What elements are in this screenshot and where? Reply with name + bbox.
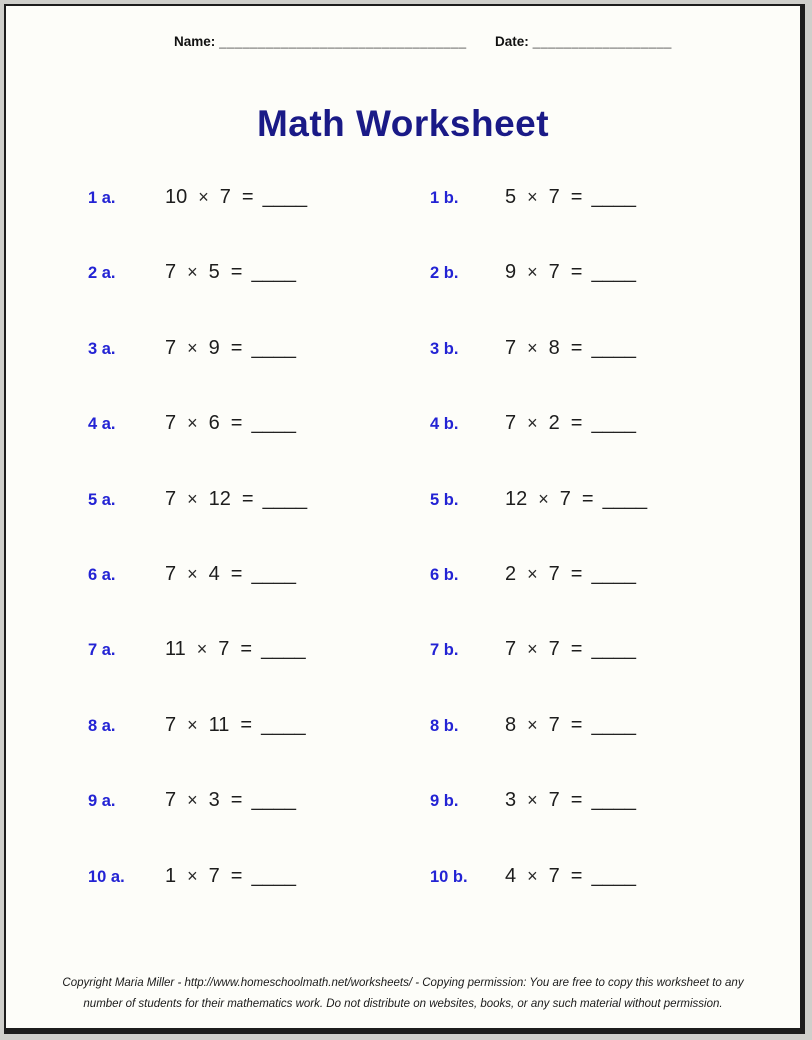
factor-2: 2: [548, 412, 560, 435]
factor-1: 5: [505, 186, 517, 208]
problem-label: 2 b.: [430, 264, 459, 283]
answer-blank: ____: [591, 186, 636, 208]
problem-row: [6, 638, 800, 713]
equals-sign: =: [570, 412, 583, 435]
problem-a: [88, 261, 296, 284]
equals-sign: =: [570, 713, 583, 736]
problem-expression: [505, 261, 636, 283]
times-sign: ×: [527, 790, 538, 811]
problem-a: [88, 412, 296, 435]
factor-2: 3: [208, 789, 220, 812]
problem-a: [88, 337, 296, 360]
answer-blank: ____: [251, 789, 296, 812]
problem-row: [6, 337, 800, 412]
factor-1: 7: [505, 412, 517, 435]
problem-expression: [165, 563, 296, 585]
times-sign: ×: [187, 714, 198, 735]
problem-row: [6, 789, 800, 864]
times-sign: ×: [187, 413, 198, 434]
problem-b: [430, 337, 636, 360]
factor-1: 7: [165, 336, 177, 359]
factor-1: 7: [505, 336, 517, 359]
answer-blank: ____: [591, 789, 636, 812]
problem-label: 9 a.: [88, 792, 116, 811]
answer-blank: ____: [261, 713, 306, 736]
equals-sign: =: [570, 789, 583, 812]
answer-blank: ____: [591, 638, 636, 661]
problem-label: 4 a.: [88, 415, 116, 434]
times-sign: ×: [187, 790, 198, 811]
problem-expression: [165, 337, 296, 359]
times-sign: ×: [187, 262, 198, 283]
problem-row: [6, 488, 800, 563]
answer-blank: ____: [602, 487, 648, 510]
answer-blank: ____: [262, 487, 308, 510]
equals-sign: =: [240, 638, 253, 661]
problem-expression: [165, 412, 296, 434]
times-sign: ×: [527, 262, 538, 283]
problem-expression: [505, 638, 636, 660]
factor-2: 4: [208, 562, 220, 585]
equals-sign: =: [241, 186, 254, 208]
problem-expression: [505, 714, 636, 736]
factor-2: 7: [548, 638, 560, 661]
factor-1: 7: [165, 412, 177, 435]
times-sign: ×: [527, 639, 538, 660]
factor-1: 9: [505, 261, 517, 284]
equals-sign: =: [570, 336, 583, 359]
problem-expression: [165, 789, 296, 811]
problem-row: [6, 412, 800, 487]
times-sign: ×: [187, 563, 198, 584]
problem-expression: [505, 563, 636, 585]
factor-1: 3: [505, 789, 517, 812]
problem-label: 7 a.: [88, 641, 116, 660]
equals-sign: =: [230, 261, 243, 284]
answer-blank: ____: [262, 186, 308, 208]
problem-row: [6, 261, 800, 336]
answer-blank: ____: [591, 864, 636, 887]
times-sign: ×: [187, 488, 198, 509]
problem-label: 4 b.: [430, 415, 459, 434]
factor-2: 7: [548, 562, 560, 585]
equals-sign: =: [230, 864, 243, 887]
answer-blank: ____: [591, 412, 636, 435]
problem-label: 1 b.: [430, 189, 459, 207]
factor-2: 12: [208, 487, 231, 510]
factor-1: 11: [165, 638, 186, 661]
equals-sign: =: [241, 487, 254, 510]
problem-label: 5 b.: [430, 490, 459, 509]
factor-1: 7: [165, 562, 177, 585]
factor-1: 7: [505, 638, 517, 661]
problem-a: [88, 789, 296, 812]
problem-label: 9 b.: [430, 792, 459, 811]
problem-label: 1 a.: [88, 189, 116, 207]
times-sign: ×: [527, 187, 538, 207]
problem-b: [430, 865, 636, 888]
date-blank-line: __________________: [532, 34, 672, 49]
factor-2: 7: [219, 186, 231, 208]
page-title: Math Worksheet: [256, 103, 550, 144]
problem-label: 5 a.: [88, 490, 116, 509]
problem-label: 3 b.: [430, 339, 459, 358]
factor-2: 7: [548, 186, 560, 208]
equals-sign: =: [570, 261, 583, 284]
factor-2: 7: [548, 713, 560, 736]
problem-b: [430, 488, 647, 511]
equals-sign: =: [570, 864, 583, 887]
problem-expression: [505, 789, 636, 811]
factor-1: 8: [505, 713, 517, 736]
name-label: Name:: [174, 34, 216, 49]
factor-2: 7: [218, 638, 230, 661]
problem-a: [88, 638, 306, 661]
name-blank-line: ________________________________: [219, 34, 467, 49]
times-sign: ×: [196, 639, 208, 660]
times-sign: ×: [527, 413, 538, 434]
equals-sign: =: [240, 713, 253, 736]
problem-label: 10 a.: [88, 867, 125, 886]
copyright-footer: [6, 973, 800, 1015]
problem-expression: [165, 261, 296, 283]
answer-blank: ____: [251, 261, 296, 284]
problem-expression: [505, 337, 636, 359]
factor-2: 11: [208, 713, 230, 736]
factor-1: 12: [505, 487, 528, 510]
problem-expression: [165, 488, 307, 510]
name-field-group: [174, 33, 467, 51]
problem-label: 6 a.: [88, 565, 116, 584]
factor-1: 10: [165, 186, 188, 208]
answer-blank: ____: [591, 713, 636, 736]
factor-2: 7: [548, 789, 560, 812]
times-sign: ×: [187, 337, 198, 358]
problem-expression: [505, 186, 636, 208]
times-sign: ×: [198, 187, 209, 207]
problem-b: [430, 789, 636, 812]
equals-sign: =: [230, 562, 243, 585]
factor-2: 7: [548, 864, 560, 887]
problem-label: 8 b.: [430, 716, 459, 735]
problem-expression: [165, 186, 307, 208]
answer-blank: ____: [251, 562, 296, 585]
copyright-line-2: number of students for their mathematics work. Do not distribute on websites, books, or any such material without permission.: [83, 998, 723, 1010]
times-sign: ×: [527, 563, 538, 584]
problem-a: [88, 186, 307, 209]
factor-1: 4: [505, 864, 517, 887]
problem-expression: [505, 488, 647, 510]
factor-2: 5: [208, 261, 220, 284]
factor-1: 1: [165, 864, 177, 887]
equals-sign: =: [230, 336, 243, 359]
times-sign: ×: [527, 865, 538, 886]
factor-2: 9: [208, 336, 220, 359]
factor-1: 2: [505, 562, 517, 585]
answer-blank: ____: [261, 638, 306, 661]
problem-label: 3 a.: [88, 339, 116, 358]
times-sign: ×: [527, 337, 538, 358]
answer-blank: ____: [591, 562, 636, 585]
factor-1: 7: [165, 789, 177, 812]
equals-sign: =: [570, 186, 583, 208]
copyright-line-1: Copyright Maria Miller - http://www.homeschoolmath.net/worksheets/ - Copying permission: You are free to copy this worksheet to any: [62, 977, 744, 989]
problem-label: 10 b.: [430, 867, 468, 886]
times-sign: ×: [538, 488, 549, 509]
problems-grid: [6, 186, 800, 940]
problem-b: [430, 563, 636, 586]
problem-label: 8 a.: [88, 716, 116, 735]
answer-blank: ____: [591, 261, 636, 284]
worksheet-page: [4, 4, 805, 1034]
equals-sign: =: [570, 638, 583, 661]
problem-a: [88, 865, 296, 888]
answer-blank: ____: [251, 412, 296, 435]
problem-row: [6, 865, 800, 940]
answer-blank: ____: [591, 336, 636, 359]
factor-1: 7: [165, 261, 177, 284]
problem-a: [88, 488, 307, 511]
problem-b: [430, 261, 636, 284]
factor-2: 8: [548, 336, 560, 359]
equals-sign: =: [230, 412, 243, 435]
date-label: Date:: [495, 34, 529, 49]
factor-1: 7: [165, 487, 177, 510]
problem-label: 7 b.: [430, 641, 459, 660]
date-field-group: [495, 33, 672, 51]
problem-row: [6, 186, 800, 261]
problem-b: [430, 714, 636, 737]
equals-sign: =: [230, 789, 243, 812]
equals-sign: =: [581, 487, 594, 510]
problem-expression: [165, 638, 306, 660]
problem-label: 6 b.: [430, 565, 459, 584]
problem-row: [6, 714, 800, 789]
answer-blank: ____: [251, 864, 296, 887]
factor-2: 6: [208, 412, 220, 435]
problem-expression: [165, 714, 306, 736]
problem-a: [88, 714, 306, 737]
answer-blank: ____: [251, 336, 296, 359]
problem-expression: [505, 412, 636, 434]
equals-sign: =: [570, 562, 583, 585]
factor-2: 7: [559, 487, 571, 510]
factor-2: 7: [548, 261, 560, 284]
factor-1: 7: [165, 713, 177, 736]
problem-expression: [165, 865, 296, 887]
problem-row: [6, 563, 800, 638]
times-sign: ×: [187, 865, 198, 886]
factor-2: 7: [208, 864, 220, 887]
times-sign: ×: [527, 714, 538, 735]
problem-a: [88, 563, 296, 586]
problem-label: 2 a.: [88, 264, 116, 283]
problem-b: [430, 412, 636, 435]
problem-b: [430, 638, 636, 661]
problem-expression: [505, 865, 636, 887]
problem-b: [430, 186, 636, 209]
